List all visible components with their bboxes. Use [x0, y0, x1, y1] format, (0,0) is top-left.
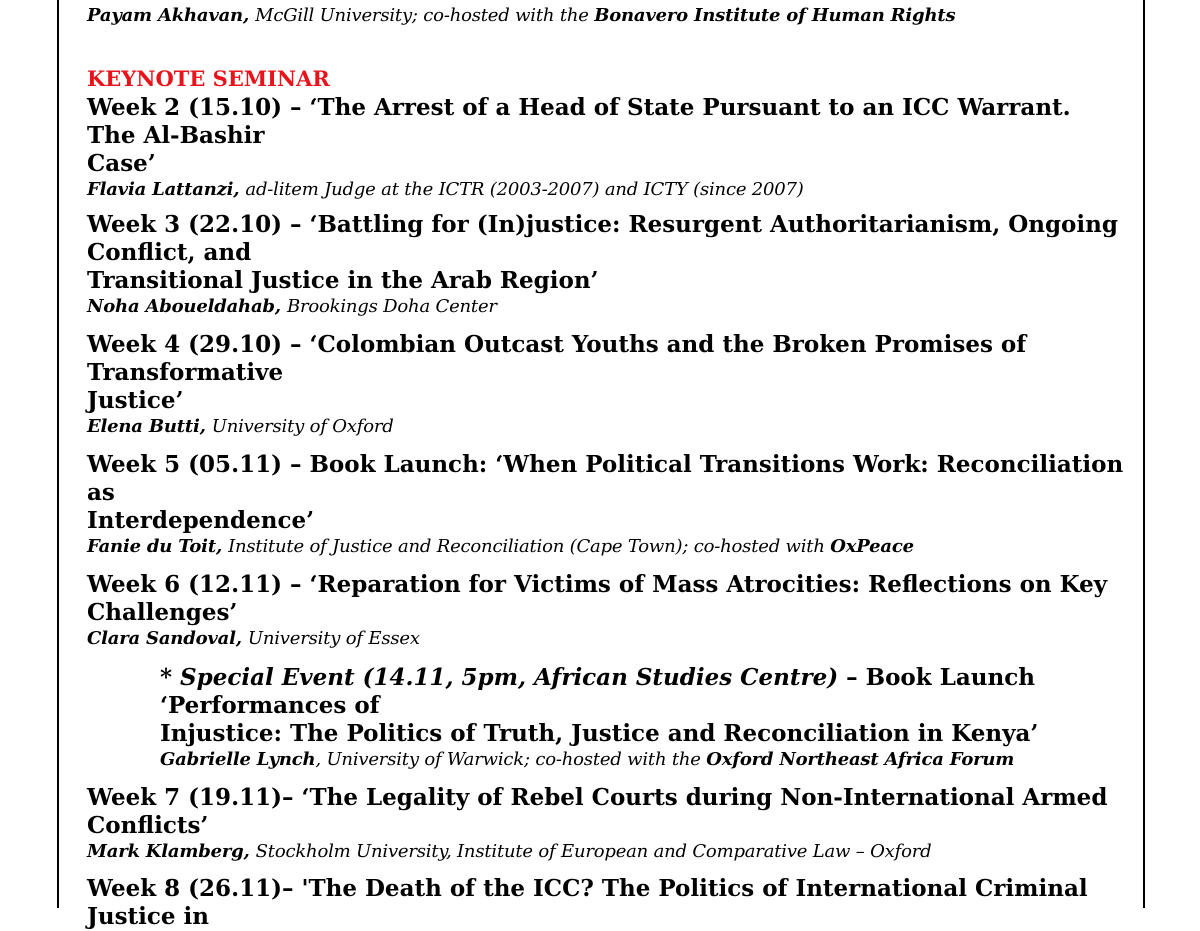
event-week-1	[87, 4, 1127, 28]
event-week-6	[87, 571, 1127, 651]
keynote-seminar-label: KEYNOTE SEMINAR	[87, 66, 330, 91]
speaker-affiliation: ad-litem Judge at the ICTR (2003-2007) and ICTY (since 2007)	[245, 179, 804, 200]
event-week-2	[87, 94, 1127, 202]
speaker-line: Mark Klamberg, Stockholm University, Institute of European and Comparative Law – Oxford	[87, 841, 932, 862]
speaker-affiliation: University of Essex	[247, 628, 420, 649]
speaker-name: Flavia Lattanzi	[87, 179, 234, 200]
event-title-line: Week 4 (29.10) – ‘Colombian Outcast Youths and the Broken Promises of Transformative	[87, 331, 1027, 386]
speaker-name: Fanie du Toit	[87, 536, 216, 557]
event-week-3	[87, 211, 1127, 319]
event-week-5	[87, 451, 1127, 559]
event-title-line: Justice’	[87, 387, 184, 414]
speaker-line: Flavia Lattanzi, ad-litem Judge at the ICTR (2003-2007) and ICTY (since 2007)	[87, 179, 804, 200]
special-event-title-rest: – Book Launch ‘Performances of	[160, 664, 1035, 719]
speaker-affiliation: University of Warwick; co-hosted with the	[326, 749, 707, 770]
speaker-line: Fanie du Toit, Institute of Justice and Reconciliation (Cape Town); co-hosted with OxPeace	[87, 536, 914, 557]
speaker-affiliation: McGill University; co-hosted with the	[255, 5, 595, 26]
speaker-affiliation: University of Oxford	[211, 416, 394, 437]
speaker-name: Elena Butti	[87, 416, 200, 437]
cohost-name: Oxford Northeast Africa Forum	[706, 749, 1015, 770]
special-event	[160, 664, 1120, 772]
event-week-4	[87, 331, 1127, 439]
speaker-name: Payam Akhavan	[87, 5, 243, 26]
speaker-name: Mark Klamberg	[87, 841, 244, 862]
event-title-line	[160, 664, 1120, 720]
event-title-line: Case’	[87, 150, 156, 177]
speaker-name: Noha Aboueldahab	[87, 296, 275, 317]
event-title-line: Week 7 (19.11)– ‘The Legality of Rebel Courts during Non-International Armed Conflicts’	[87, 784, 1108, 839]
event-title-line: Week 2 (15.10) – ‘The Arrest of a Head of State Pursuant to an ICC Warrant. The Al-Bashir	[87, 94, 1071, 149]
speaker-line: Noha Aboueldahab, Brookings Doha Center	[87, 296, 497, 317]
cohost-name: Bonavero Institute of Human Rights	[594, 5, 956, 26]
speaker-line: Gabrielle Lynch, University of Warwick; co-hosted with the Oxford Northeast Africa Forum	[160, 749, 1015, 770]
event-week-7	[87, 784, 1127, 864]
event-title-line: Week 8 (26.11)– 'The Death of the ICC? The Politics of International Criminal Justice in	[87, 875, 1088, 930]
event-title-line: Week 5 (05.11) – Book Launch: ‘When Political Transitions Work: Reconciliation as	[87, 451, 1124, 506]
speaker-affiliation: Brookings Doha Center	[286, 296, 497, 317]
speaker-affiliation: Institute of Justice and Reconciliation (Cape Town); co-hosted with	[228, 536, 831, 557]
event-title-line: Transitional Justice in the Arab Region’	[87, 267, 599, 294]
event-week-8	[87, 875, 1127, 931]
speaker-name: Gabrielle Lynch	[160, 749, 316, 770]
cohost-name: OxPeace	[830, 536, 914, 557]
event-title-line: Interdependence’	[87, 507, 315, 534]
event-title-line: Week 6 (12.11) – ‘Reparation for Victims of Mass Atrocities: Reflections on Key Challenges’	[87, 571, 1108, 626]
speaker-line: Elena Butti, University of Oxford	[87, 416, 394, 437]
speaker-line: Clara Sandoval, University of Essex	[87, 628, 420, 649]
speaker-affiliation: Stockholm University, Institute of European and Comparative Law – Oxford	[255, 841, 932, 862]
event-title-line: Week 3 (22.10) – ‘Battling for (In)justice: Resurgent Authoritarianism, Ongoing Conflict, and	[87, 211, 1118, 266]
special-event-label: * Special Event (14.11, 5pm, African Studies Centre)	[160, 664, 839, 691]
speaker-line: Payam Akhavan, McGill University; co-hosted with the Bonavero Institute of Human Rights	[87, 5, 956, 26]
event-title-line: Injustice: The Politics of Truth, Justice and Reconciliation in Kenya’	[160, 720, 1039, 747]
speaker-name: Clara Sandoval	[87, 628, 236, 649]
